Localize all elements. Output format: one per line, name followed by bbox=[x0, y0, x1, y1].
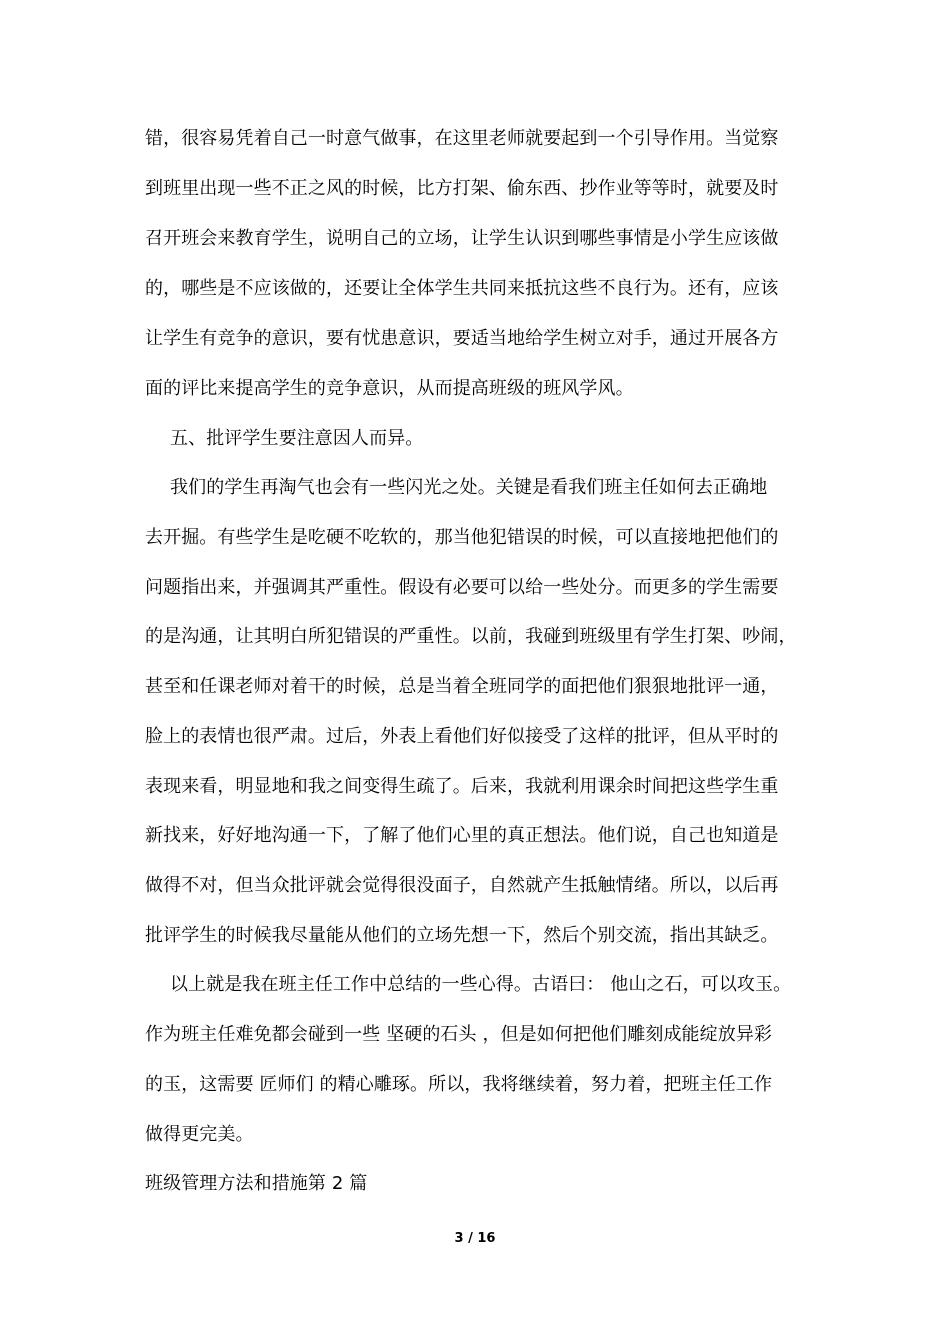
text-line: 表现来看，明显地和我之间变得生疏了。后来，我就利用课余时间把这些学生重 bbox=[145, 776, 779, 797]
text-line: 的是沟通，让其明白所犯错误的严重性。以前，我碰到班级里有学生打架、吵闹， bbox=[145, 626, 797, 647]
text-line: 以上就是我在班主任工作中总结的一些心得。古语曰： 他山之石，可以攻玉。 bbox=[170, 974, 792, 995]
text-line: 甚至和任课老师对着干的时候，总是当着全班同学的面把他们狠狠地批评一通， bbox=[145, 676, 779, 697]
article-title: 班级管理方法和措施第 2 篇 bbox=[145, 1173, 368, 1194]
page-number: 3 / 16 bbox=[454, 1231, 496, 1246]
text-line: 的玉，这需要 匠师们 的精心雕琢。所以，我将继续着，努力着，把班主任工作 bbox=[145, 1074, 773, 1095]
text-line: 我们的学生再淘气也会有一些闪光之处。关键是看我们班主任如何去正确地 bbox=[170, 477, 768, 498]
text-line: 作为班主任难免都会碰到一些 坚硬的石头 ，但是如何把他们雕刻成能绽放异彩 bbox=[145, 1024, 773, 1045]
text-line: 做得更完美。 bbox=[145, 1124, 254, 1145]
section-heading: 五、批评学生要注意因人而异。 bbox=[170, 428, 424, 449]
text-line: 脸上的表情也很严肃。过后，外表上看他们好似接受了这样的批评，但从平时的 bbox=[145, 726, 779, 747]
text-line: 做得不对，但当众批评就会觉得很没面子，自然就产生抵触情绪。所以，以后再 bbox=[145, 875, 779, 896]
text-line: 召开班会来教育学生，说明自己的立场，让学生认识到哪些事情是小学生应该做 bbox=[145, 228, 779, 249]
text-line: 面的评比来提高学生的竞争意识，从而提高班级的班风学风。 bbox=[145, 378, 634, 399]
text-line: 问题指出来，并强调其严重性。假设有必要可以给一些处分。而更多的学生需要 bbox=[145, 577, 779, 598]
text-line: 到班里出现一些不正之风的时候，比方打架、偷东西、抄作业等等时，就要及时 bbox=[145, 178, 779, 199]
text-line: 新找来，好好地沟通一下，了解了他们心里的真正想法。他们说，自己也知道是 bbox=[145, 825, 779, 846]
text-line: 错，很容易凭着自己一时意气做事，在这里老师就要起到一个引导作用。当觉察 bbox=[145, 128, 779, 149]
text-line: 让学生有竞争的意识，要有忧患意识，要适当地给学生树立对手，通过开展各方 bbox=[145, 328, 779, 349]
text-line: 批评学生的时候我尽量能从他们的立场先想一下，然后个别交流，指出其缺乏。 bbox=[145, 925, 779, 946]
text-line: 去开掘。有些学生是吃硬不吃软的，那当他犯错误的时候，可以直接地把他们的 bbox=[145, 527, 779, 548]
text-line: 的，哪些是不应该做的，还要让全体学生共同来抵抗这些不良行为。还有，应该 bbox=[145, 278, 779, 299]
